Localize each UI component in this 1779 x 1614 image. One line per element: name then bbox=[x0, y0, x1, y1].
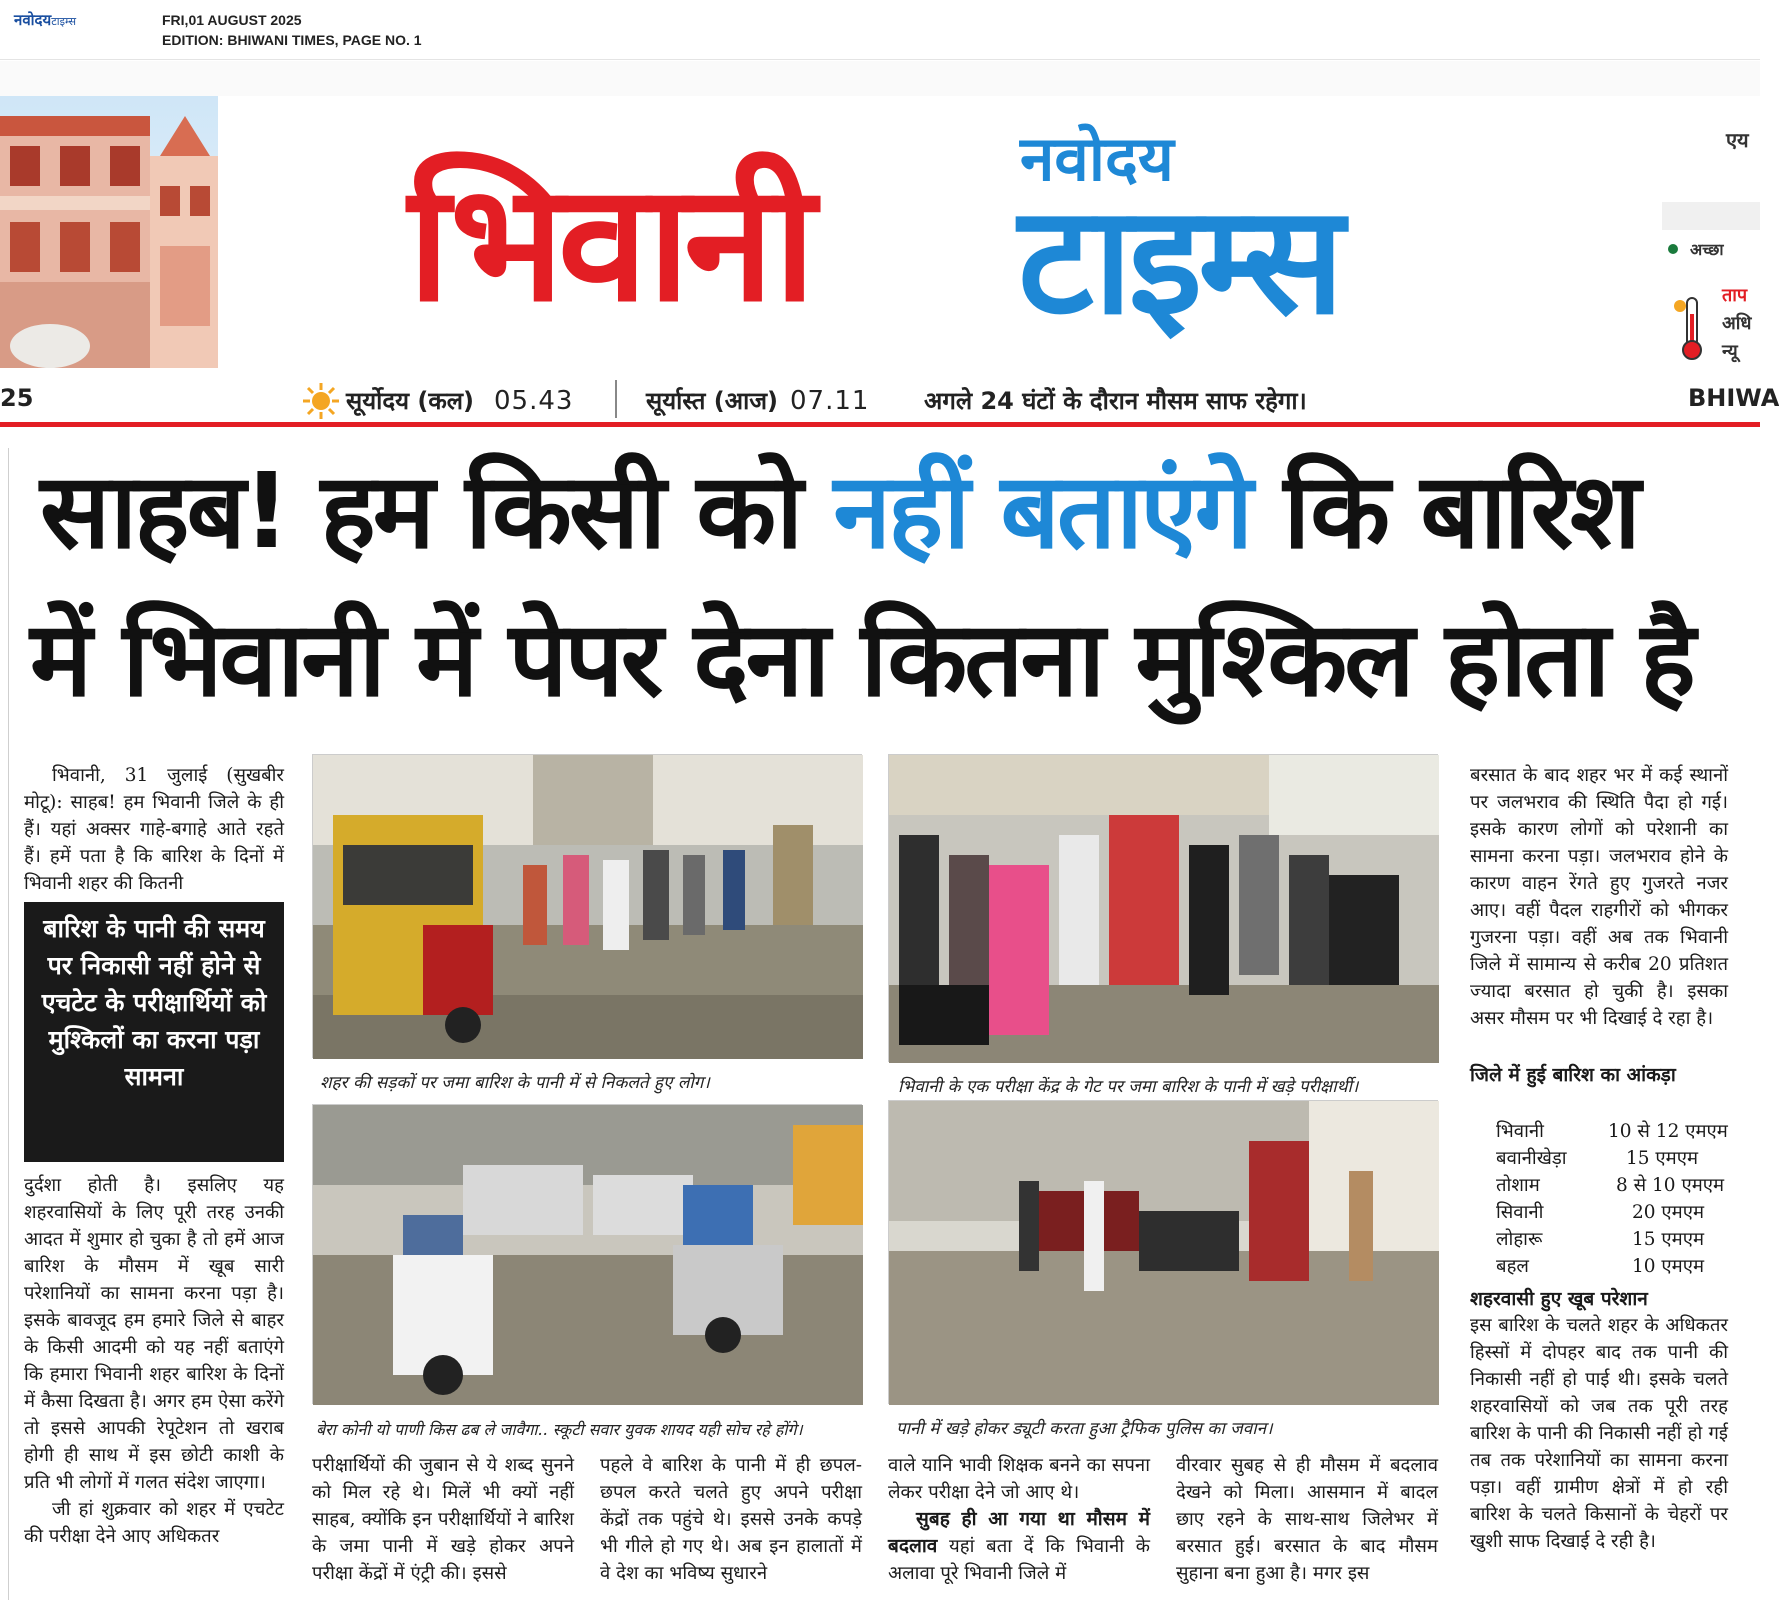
aqi-bar bbox=[1662, 202, 1760, 230]
photo-traffic-police bbox=[888, 1100, 1438, 1404]
spacer bbox=[0, 61, 1760, 96]
site-logo-sub: टाइम्स bbox=[51, 15, 77, 28]
temple-image bbox=[0, 96, 218, 368]
rainfall-place: सिवानी bbox=[1496, 1202, 1544, 1223]
rainfall-amount: 15 एमएम bbox=[1626, 1148, 1699, 1169]
rainfall-amount: 20 एमएम bbox=[1632, 1202, 1705, 1223]
page-bottom bbox=[0, 1600, 1760, 1614]
aqi-title: एय bbox=[1726, 128, 1749, 152]
caption-photo-1: शहर की सड़कों पर जमा बारिश के पानी में से निकलते हुए लोग। bbox=[320, 1073, 710, 1093]
rainfall-row bbox=[1496, 1145, 1736, 1172]
edition-name: EDITION: BHIWANI TIMES, PAGE NO. 1 bbox=[162, 32, 422, 48]
rainfall-amount: 15 एमएम bbox=[1632, 1229, 1705, 1250]
rainfall-row bbox=[1496, 1118, 1736, 1145]
rainfall-amount: 10 एमएम bbox=[1632, 1256, 1705, 1277]
rainfall-place: बवानीखेड़ा bbox=[1496, 1148, 1567, 1169]
temp-line-2: अधि bbox=[1722, 313, 1752, 334]
article-body-5: वाले यानि भावी शिक्षक बनने का सपना लेकर परीक्षा देने जो आए थे। bbox=[888, 1455, 1150, 1503]
caption-photo-3: बेरा कोनी यो पाणी किस ढब ले जावैगा.. स्कूटी सवार युवक शायद यही सोच रहे होंगे। bbox=[316, 1420, 803, 1439]
article-col-3 bbox=[600, 1452, 862, 1588]
rainfall-place: भिवानी bbox=[1496, 1121, 1544, 1142]
sun-icon bbox=[302, 382, 340, 420]
top-bar bbox=[0, 0, 1760, 60]
temp-info bbox=[1722, 282, 1751, 366]
subhead-residents-troubled: शहरवासी हुए खूब परेशान bbox=[1470, 1288, 1648, 1310]
site-logo-text: नवोदय bbox=[14, 11, 52, 29]
temp-line-3: न्यू bbox=[1722, 341, 1738, 362]
article-body-3: परीक्षार्थियों की जुबान से ये शब्द सुनने को मिल रहे थे। मिलें भी क्यों नहीं साहब, क्योंकि इन परीक्षार्थियों ने बारिश के जमा पानी में खड़े होकर अपने परीक्षा केंद्रों में एंट्री की। इससे bbox=[312, 1455, 574, 1584]
article-body-8: बरसात के बाद शहर भर में कई स्थानों पर जलभराव की स्थिति पैदा हो गई। इसके कारण लोगों को परेशानी का सामना करना पड़ा। जलभराव होने के कारण वाहन रेंगते हुए गुजरते नजर आए। वहीं पैदल राहगीरों को भीगकर गुजरना पड़ा। वहीं अब तक भिवानी जिले में सामान्य से करीब 20 प्रतिशत ज्यादा बरसात हो चुकी है। इसका असर मौसम पर भी दिखाई दे रहा है। bbox=[1470, 765, 1728, 1029]
photo-exam-centre-gate bbox=[888, 754, 1438, 1062]
article-body-4: पहले वे बारिश के पानी में ही छपल-छपल करते चलते हुए अपने परीक्षा केंद्रों तक पहुंचे थे। इससे उनके कपड़े भी गीले हो गए थे। अब इन हालातों में वे देश का भविष्य सुधारने bbox=[600, 1455, 862, 1584]
article-body-6 bbox=[888, 1506, 1150, 1587]
masthead bbox=[0, 96, 1760, 368]
sunrise-label: सूर्योदय (कल) bbox=[346, 387, 475, 415]
sunrise-time: 05.43 bbox=[494, 386, 574, 416]
headline-part-b: कि बारिश bbox=[1250, 450, 1638, 572]
left-number: 25 bbox=[0, 384, 34, 412]
article-col-1-top bbox=[24, 762, 284, 898]
caption-photo-2: भिवानी के एक परीक्षा केंद्र के गेट पर जमा बारिश के पानी में खड़े परीक्षार्थी। bbox=[898, 1077, 1359, 1097]
weather-widget bbox=[1662, 126, 1760, 362]
article-col-4 bbox=[888, 1452, 1150, 1588]
headline-part-a: साहब! हम किसी को bbox=[40, 450, 834, 572]
rainfall-row bbox=[1496, 1253, 1736, 1280]
aqi-status-dot bbox=[1668, 244, 1678, 254]
rainfall-table bbox=[1496, 1118, 1736, 1280]
weather-forecast: अगले 24 घंटों के दौरान मौसम साफ रहेगा। bbox=[924, 387, 1307, 415]
sunset-label: सूर्यास्त (आज) bbox=[646, 387, 779, 415]
article-col-2 bbox=[312, 1452, 574, 1588]
adjacent-column-edge bbox=[1748, 560, 1760, 1614]
headline-line-2: में भिवानी में पेपर देना कितना मुश्किल होता है bbox=[30, 598, 1693, 720]
brand-title-blue: टाइम्स bbox=[1018, 174, 1341, 348]
rainfall-amount: 10 से 12 एमएम bbox=[1608, 1121, 1728, 1142]
rainfall-row bbox=[1496, 1172, 1736, 1199]
subhead-weather-change: सुबह ही आ गया था मौसम में बदलाव bbox=[888, 1508, 1150, 1557]
brand-title-small: नवोदय bbox=[1020, 122, 1174, 195]
article-body-1: दुर्दशा होती है। इसलिए यह शहरवासियों के लिए पूरी तरह उनकी आदत में शुमार हो चुका है तो हमें आज बारिश के मौसम में खूब सारी परेशानियों का सामना करना पड़ा है। इसके बावजूद हम हमारे जिले से बाहर के किसी आदमी को यह नहीं बताएंगे कि हमारा भिवानी शहर बारिश के दिनों में कैसा दिखता है। अगर हम ऐसा करेंगे तो इससे आपकी रेपूटेशन तो खराब होगी ही साथ में इस छोटी काशी के प्रति भी लोगों में गलत संदेश जाएगा। bbox=[24, 1175, 284, 1493]
thermometer-icon bbox=[1672, 292, 1702, 362]
divider bbox=[615, 380, 617, 418]
article-col-1-bottom bbox=[24, 1172, 284, 1586]
caption-photo-4: पानी में खड़े होकर ड्यूटी करता हुआ ट्रैफिक पुलिस का जवान। bbox=[896, 1419, 1273, 1439]
sunset-time: 07.11 bbox=[790, 386, 870, 416]
rainfall-place: बहल bbox=[1496, 1256, 1529, 1277]
edition-info bbox=[162, 10, 422, 50]
article-body-6-text: यहां बता दें कि भिवानी के अलावा पूरे भिवानी जिले में bbox=[888, 1536, 1150, 1584]
headline-highlight: नहीं बताएंगे bbox=[833, 450, 1251, 572]
rainfall-row bbox=[1496, 1199, 1736, 1226]
article-body-7: वीरवार सुबह से ही मौसम में बदलाव देखने को मिला। आसमान में बादल छाए रहने के साथ-साथ जिलेभर में बरसात हुई। बरसात के बाद मौसम सुहाना बना हुआ है। मगर इस bbox=[1176, 1455, 1438, 1584]
brand-title-red: भिवानी bbox=[408, 150, 810, 338]
article-lead: भिवानी, 31 जुलाई (सुखबीर मोटू): साहब! हम भिवानी जिले के ही हैं। यहां अक्सर गाहे-बगाहे आते रहते हैं। हमें पता है कि बारिश के दिनों में भिवानी शहर की कितनी bbox=[24, 765, 284, 894]
edition-date: FRI,01 AUGUST 2025 bbox=[162, 12, 302, 28]
temp-line-1: ताप bbox=[1722, 285, 1748, 306]
rainfall-amount: 8 से 10 एमएम bbox=[1616, 1175, 1725, 1196]
article-col-6-top bbox=[1470, 762, 1728, 1062]
article-body-9: इस बारिश के चलते शहर के अधिकतर हिस्सों में दोपहर बाद तक पानी की निकासी नहीं हो पाई थी। इसके चलते शहरवासियों को जब तक पूरी तरह बारिश के पानी की निकासी नहीं हो गई तब तक परेशानियों का सामना करना पड़ा। वहीं ग्रामीण क्षेत्रों में हो रही बारिश के चलते किसानों के चेहरों पर खुशी साफ दिखाई दे रही है। bbox=[1470, 1315, 1728, 1552]
rainfall-row bbox=[1496, 1226, 1736, 1253]
article-col-5 bbox=[1176, 1452, 1438, 1588]
headline-line-1 bbox=[40, 436, 1638, 586]
left-rule bbox=[8, 448, 9, 1614]
subhead-rainfall-data: जिले में हुई बारिश का आंकड़ा bbox=[1470, 1064, 1676, 1086]
red-divider bbox=[0, 422, 1760, 427]
photo-scooter-riders bbox=[312, 1104, 862, 1404]
aqi-status-label: अच्छा bbox=[1690, 240, 1724, 259]
site-logo[interactable] bbox=[14, 10, 76, 30]
article-col-6-bottom bbox=[1470, 1312, 1728, 1588]
article-body-2: जी हां शुक्रवार को शहर में एचटेट की परीक्षा देने आए अधिकतर bbox=[24, 1499, 284, 1547]
pull-quote: बारिश के पानी की समय पर निकासी नहीं होने से एचटेट के परीक्षार्थियों को मुश्किलों का करना पड़ा सामना bbox=[24, 902, 284, 1162]
rainfall-place: लोहारू bbox=[1496, 1229, 1543, 1250]
rainfall-place: तोशाम bbox=[1496, 1175, 1540, 1196]
photo-flooded-street bbox=[312, 754, 862, 1058]
sun-info-bar bbox=[0, 378, 1779, 424]
right-edge-text: BHIWA bbox=[1688, 384, 1779, 412]
